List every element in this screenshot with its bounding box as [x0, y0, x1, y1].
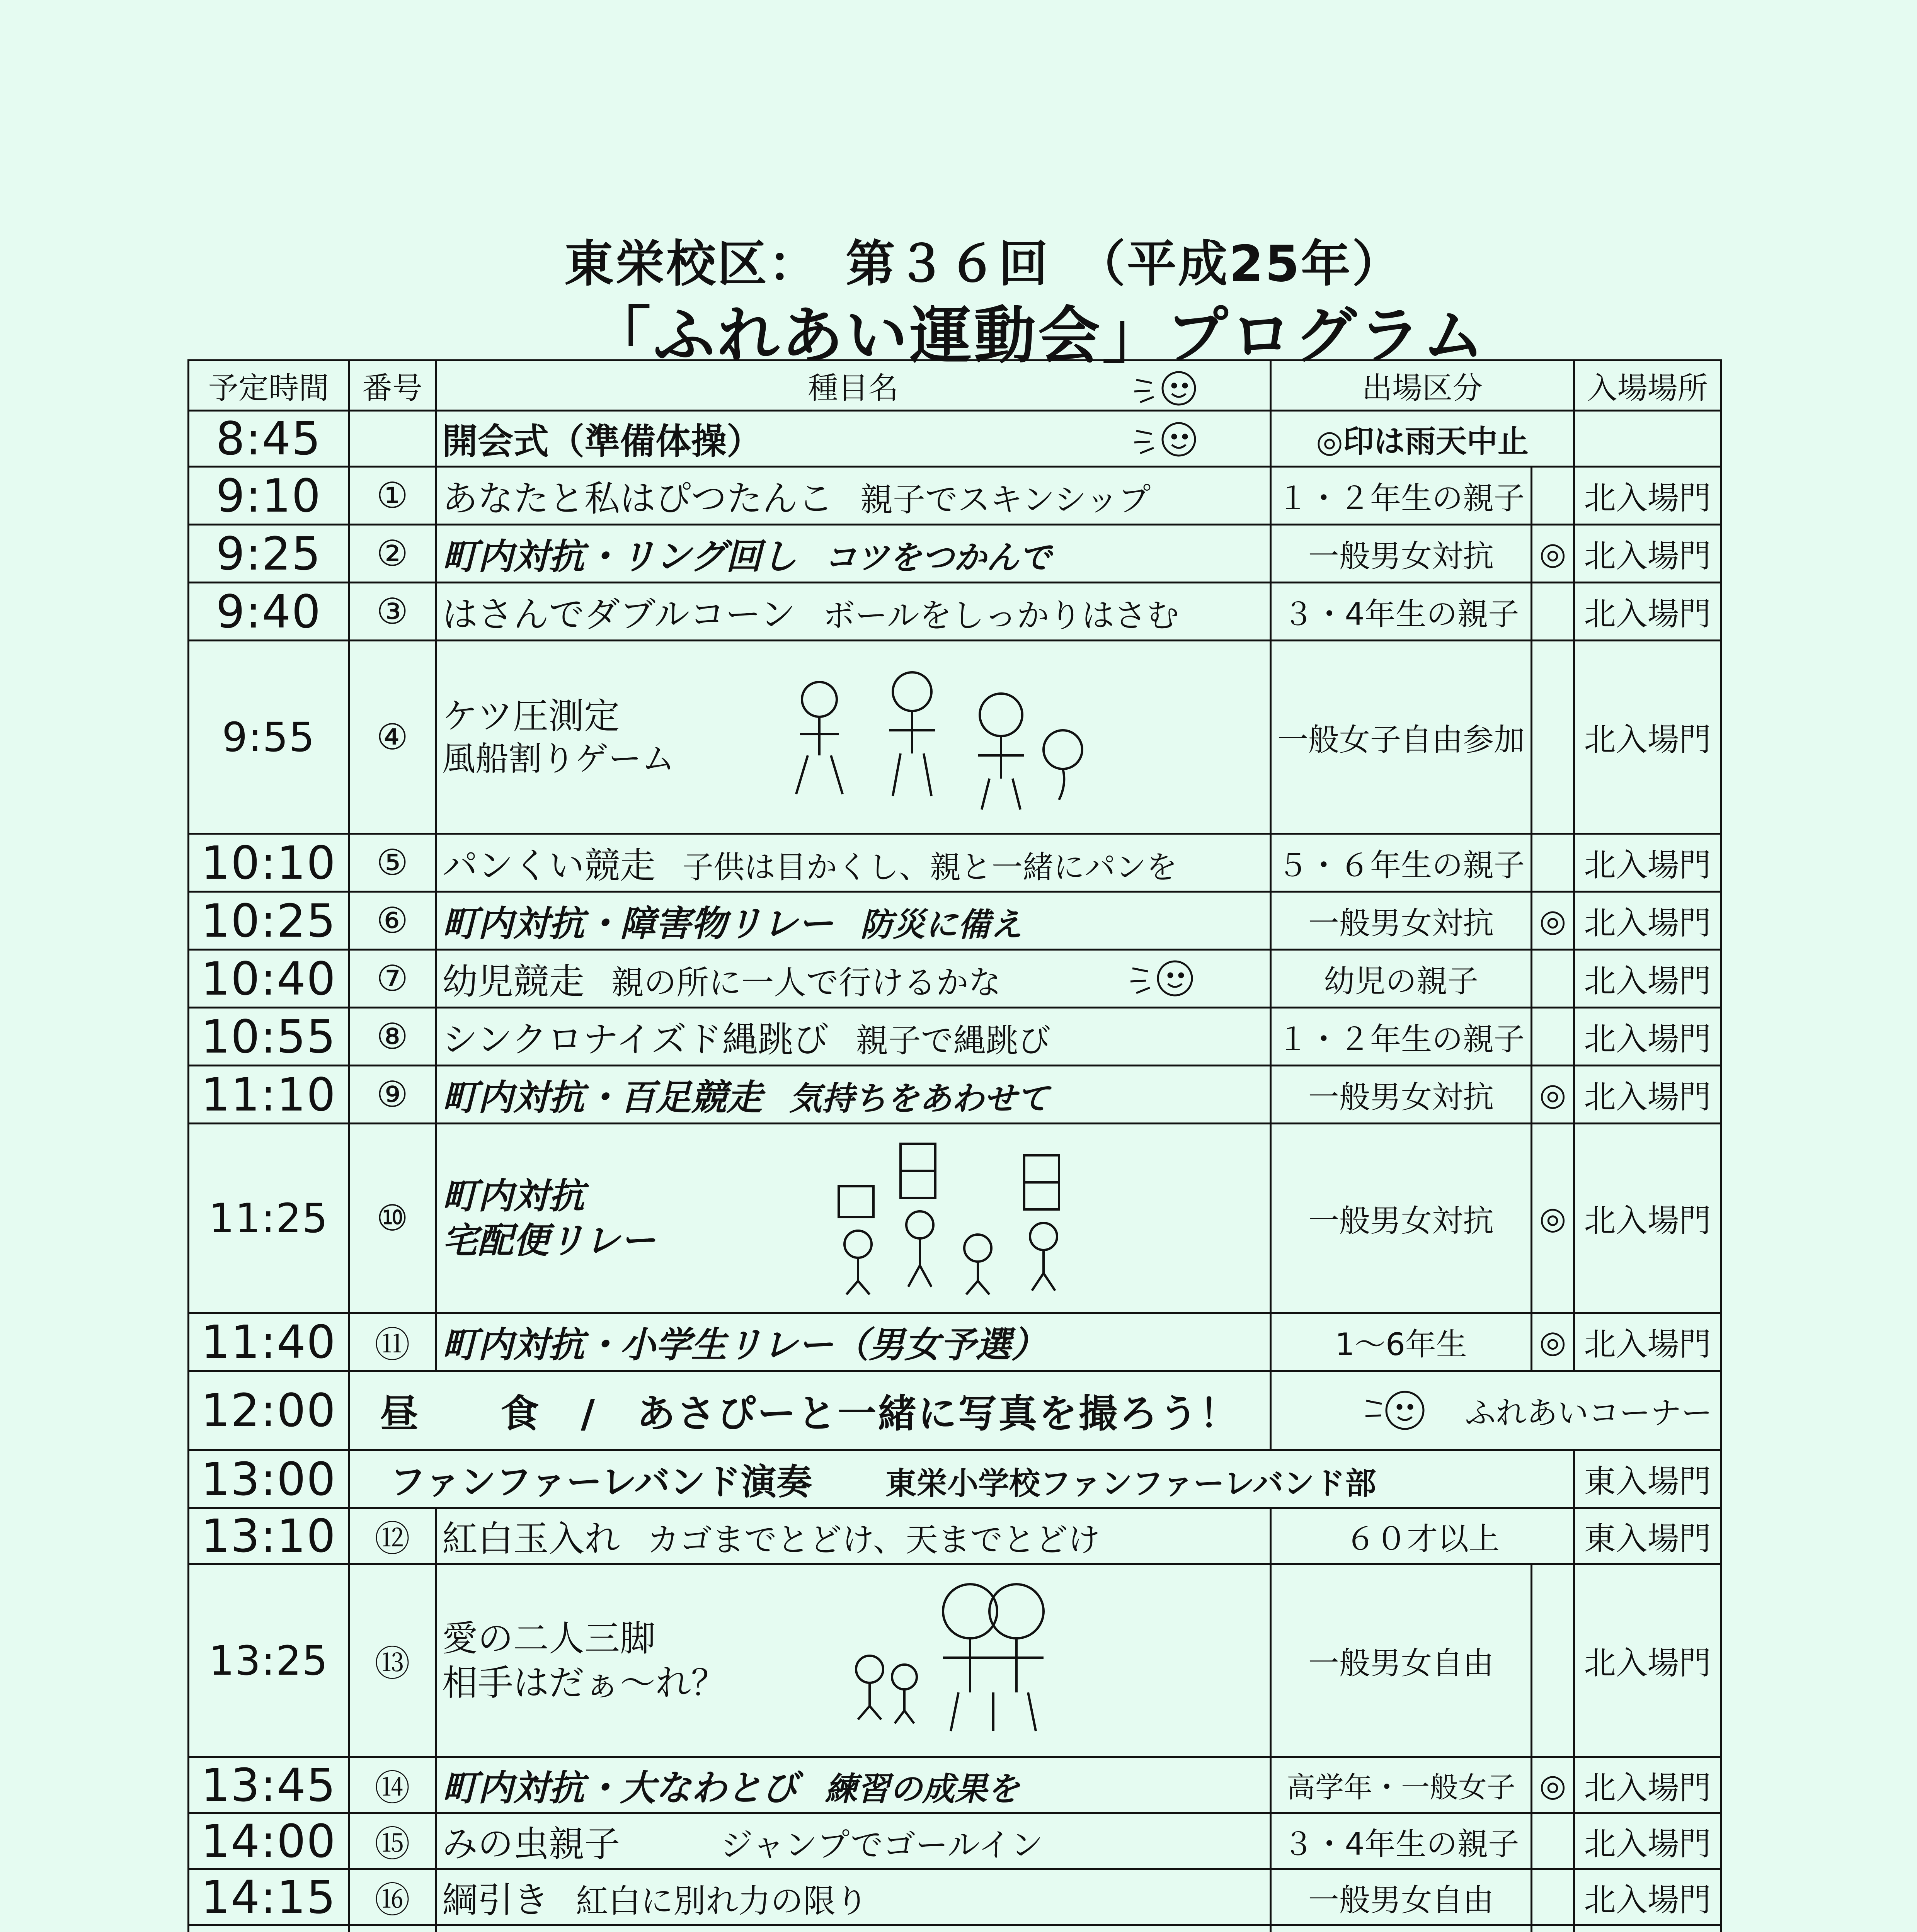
delivery-relay-illustration-icon — [823, 1132, 1102, 1302]
event-cell — [436, 1313, 1271, 1371]
entrance-cell: 北入場門 — [1574, 892, 1721, 950]
number-cell: ② — [349, 525, 436, 583]
rain-cancel-mark: ◎ — [1532, 1124, 1574, 1313]
event-name: 町内対抗・リング回し — [442, 536, 797, 577]
time-cell — [189, 1925, 349, 1932]
event-cell — [436, 950, 1271, 1008]
event-cell — [436, 411, 1271, 467]
entrance-cell: 北入場門 — [1574, 1869, 1721, 1925]
number-cell: ⑤ — [349, 834, 436, 892]
event-cell — [436, 1757, 1271, 1813]
time-cell: 9:25 — [189, 525, 349, 583]
number-cell: ⑯ — [349, 1869, 436, 1925]
number-cell: ⑥ — [349, 892, 436, 950]
event-name: 開会式（準備体操） — [442, 421, 763, 462]
time-cell: 13:10 — [189, 1508, 349, 1564]
entrance-cell: 北入場門 — [1574, 1813, 1721, 1869]
time-cell: 13:00 — [189, 1450, 349, 1508]
header-time: 予定時間 — [189, 361, 349, 411]
event-detail: 子供は目かくし、親と一緒にパンを — [683, 849, 1178, 885]
title-line1: 東栄校区： 第３６回 （平成25年） — [564, 235, 1403, 293]
number-cell: ⑨ — [349, 1066, 436, 1124]
table-row — [189, 467, 1721, 525]
number-cell: ④ — [349, 641, 436, 834]
time-cell: 11:10 — [189, 1066, 349, 1124]
rain-cancel-mark — [1532, 641, 1574, 834]
division-cell: ３・4年生の親子 — [1271, 1813, 1532, 1869]
event-cell — [436, 467, 1271, 525]
event-name: ファンファーレバンド演奏 — [390, 1461, 812, 1503]
event-detail: 東栄小学校ファンファーレバンド部 — [885, 1465, 1376, 1502]
event-cell — [436, 1813, 1271, 1869]
time-cell: 10:55 — [189, 1008, 349, 1066]
time-cell: 10:10 — [189, 834, 349, 892]
event-detail: ボールをしっかりはさむ — [822, 596, 1179, 634]
event-detail: 防災に備え — [860, 905, 1023, 944]
rain-cancel-mark — [1532, 1925, 1574, 1932]
entrance-cell: 北入場門 — [1574, 525, 1721, 583]
header-row — [189, 361, 1721, 411]
table-row — [189, 583, 1721, 641]
table-row — [189, 1925, 1721, 1932]
event-name: シンクロナイズド縄跳び — [442, 1019, 829, 1060]
number-cell — [349, 411, 436, 467]
number-cell: ⑮ — [349, 1813, 436, 1869]
number-cell: ⑫ — [349, 1508, 436, 1564]
table-row — [189, 892, 1721, 950]
event-name: 町内対抗 — [442, 1175, 585, 1217]
number-cell: ⑧ — [349, 1008, 436, 1066]
number-cell: ⑭ — [349, 1757, 436, 1813]
event-cell — [436, 641, 1271, 834]
event-name: はさんでダブルコーン — [442, 594, 796, 635]
entrance-cell: 北入場門 — [1574, 1564, 1721, 1757]
division-cell: ふれあいコーナー — [1271, 1371, 1721, 1450]
event-detail: 相手はだぁ〜れ？ — [442, 1662, 727, 1704]
division-cell: 一般女子自由参加 — [1271, 641, 1532, 834]
sun-mascot-icon — [1362, 1381, 1440, 1439]
event-cell — [436, 1066, 1271, 1124]
event-detail: 風船割りゲーム — [442, 740, 675, 779]
event-detail: 練習の成果を — [825, 1770, 1020, 1808]
rain-cancel-mark: ◎ — [1532, 525, 1574, 583]
entrance-cell: 北入場門 — [1574, 1066, 1721, 1124]
table-row — [189, 834, 1721, 892]
event-name: 町内対抗・障害物リレー — [442, 903, 834, 944]
table-row — [189, 1450, 1721, 1508]
event-detail: 紅白に別れ力の限り — [576, 1882, 868, 1920]
event-cell — [436, 583, 1271, 641]
event-detail: 気持ちをあわせて — [789, 1079, 1049, 1117]
header-division: 出場区分 — [1271, 361, 1574, 411]
event-cell — [436, 1564, 1271, 1757]
event-detail: ジャンプでゴールイン — [720, 1826, 1043, 1864]
event-name: 町内対抗・小学生リレー（男女予選） — [442, 1324, 1047, 1366]
rain-cancel-mark — [1532, 1564, 1574, 1757]
time-cell: 10:25 — [189, 892, 349, 950]
table-row — [189, 1869, 1721, 1925]
event-cell — [436, 525, 1271, 583]
division-cell: 一般男女自由 — [1271, 1564, 1532, 1757]
division-cell: 1〜6年生 — [1271, 1313, 1532, 1371]
rain-cancel-mark — [1532, 950, 1574, 1008]
program-table — [187, 359, 1722, 1932]
table-row — [189, 950, 1721, 1008]
time-cell: 11:40 — [189, 1313, 349, 1371]
entrance-cell: 東入場門 — [1574, 1508, 1721, 1564]
time-cell: 8:45 — [189, 411, 349, 467]
rain-cancel-mark — [1532, 1869, 1574, 1925]
table-row — [189, 1564, 1721, 1757]
balloon-game-illustration-icon — [785, 657, 1094, 819]
number-cell: ⑦ — [349, 950, 436, 1008]
division-cell: 一般男女対抗 — [1271, 892, 1532, 950]
number-cell: ⑩ — [349, 1124, 436, 1313]
division-cell: １・２年生の親子 — [1271, 1008, 1532, 1066]
event-name: 幼児競走 — [442, 961, 585, 1002]
division-cell: 一般男女対抗 — [1271, 1124, 1532, 1313]
table-row — [189, 641, 1721, 834]
event-name: 紅白玉入れ — [442, 1518, 620, 1560]
event-name: パンくい競走 — [442, 845, 656, 886]
table-row — [189, 1066, 1721, 1124]
event-cell — [436, 834, 1271, 892]
entrance-cell: 北入場門 — [1574, 950, 1721, 1008]
entrance-cell: 北入場門 — [1574, 1008, 1721, 1066]
division-cell: 一般男女対抗 — [1271, 525, 1532, 583]
division-cell: １・２年生の親子 — [1271, 467, 1532, 525]
rain-cancel-mark: ◎ — [1532, 892, 1574, 950]
division-cell: 幼児の親子 — [1271, 950, 1532, 1008]
table-row — [189, 1008, 1721, 1066]
division-cell: 一般男女対抗 — [1271, 1066, 1532, 1124]
entrance-cell: 北入場門 — [1574, 467, 1721, 525]
event-detail: コツをつかんで — [824, 538, 1052, 577]
rain-cancel-mark — [1532, 1813, 1574, 1869]
entrance-cell: 北入場門 — [1574, 834, 1721, 892]
event-detail: カゴまでとどけ、天までとどけ — [647, 1521, 1100, 1559]
time-cell: 10:40 — [189, 950, 349, 1008]
division-cell: ６０才以上 — [1271, 1508, 1574, 1564]
number-cell: ⑪ — [349, 1313, 436, 1371]
time-cell: 14:00 — [189, 1813, 349, 1869]
event-cell — [436, 1008, 1271, 1066]
table-row — [189, 525, 1721, 583]
entrance-cell: 北入場門 — [1574, 1124, 1721, 1313]
rain-cancel-mark: ◎ — [1532, 1313, 1574, 1371]
event-cell — [436, 1508, 1271, 1564]
rain-cancel-mark — [1532, 834, 1574, 892]
entrance-cell: 北入場門 — [1574, 1757, 1721, 1813]
time-cell: 12:00 — [189, 1371, 349, 1450]
time-cell: 14:15 — [189, 1869, 349, 1925]
rain-cancel-mark: ◎ — [1532, 1066, 1574, 1124]
table-row — [189, 1371, 1721, 1450]
time-cell: 13:45 — [189, 1757, 349, 1813]
event-name: みの虫親子 — [442, 1823, 620, 1865]
event-cell — [436, 1124, 1271, 1313]
rain-cancel-mark: ◎ — [1532, 1757, 1574, 1813]
event-name: 愛の二人三脚 — [442, 1617, 656, 1659]
three-legged-race-illustration-icon — [843, 1580, 1090, 1743]
event-detail: 親子でスキンシップ — [860, 480, 1151, 519]
division-cell: ◎印は雨天中止 — [1271, 411, 1574, 467]
rain-cancel-mark — [1532, 583, 1574, 641]
division-cell: ３・4年生の親子 — [1271, 583, 1532, 641]
table-row — [189, 1813, 1721, 1869]
number-cell: ③ — [349, 583, 436, 641]
number-cell — [349, 1925, 436, 1932]
entrance-cell: 北入場門 — [1574, 1313, 1721, 1371]
entrance-cell — [1574, 1925, 1721, 1932]
sun-mascot-icon — [1129, 415, 1214, 464]
rain-cancel-mark — [1532, 1008, 1574, 1066]
event-cell — [436, 892, 1271, 950]
time-cell: 9:40 — [189, 583, 349, 641]
division-cell: ５・６年生の親子 — [1271, 834, 1532, 892]
sun-mascot-icon — [1129, 364, 1214, 411]
event-name: ケツ圧測定 — [442, 696, 620, 737]
header-no: 番号 — [349, 361, 436, 411]
entrance-cell — [1574, 411, 1721, 467]
table-row — [189, 1313, 1721, 1371]
event-name: 町内対抗・大なわとび — [442, 1767, 798, 1809]
event-name: 綱引き — [442, 1879, 549, 1921]
time-cell: 9:55 — [189, 641, 349, 834]
time-cell: 11:25 — [189, 1124, 349, 1313]
time-cell: 9:10 — [189, 467, 349, 525]
event-cell — [349, 1450, 1574, 1508]
event-detail: 親の所に一人で行けるかな — [611, 963, 1001, 1002]
title-line2: 「ふれあい運動会」プログラム — [589, 299, 1487, 372]
entrance-cell: 北入場門 — [1574, 641, 1721, 834]
time-cell: 13:25 — [189, 1564, 349, 1757]
event-cell — [436, 1925, 1271, 1932]
table-row — [189, 411, 1721, 467]
division-cell: 一般男女自由 — [1271, 1869, 1532, 1925]
rain-cancel-mark — [1532, 467, 1574, 525]
table-row — [189, 1124, 1721, 1313]
entrance-cell: 東入場門 — [1574, 1450, 1721, 1508]
event-name: 町内対抗・百足競走 — [442, 1077, 763, 1118]
event-detail: 宅配便リレー — [442, 1219, 656, 1261]
event-detail: 親子で縄跳び — [856, 1021, 1051, 1060]
division-cell: 高学年・一般女子 — [1271, 1757, 1532, 1813]
header-event: 種目名 — [436, 361, 1271, 411]
sun-mascot-icon — [1125, 953, 1210, 1005]
division-cell — [1271, 1925, 1532, 1932]
table-row — [189, 1508, 1721, 1564]
event-name: 昼 食 / あさぴーと一緒に写真を撮ろう！ — [349, 1371, 1271, 1450]
number-cell: ⑬ — [349, 1564, 436, 1757]
entrance-cell: 北入場門 — [1574, 583, 1721, 641]
number-cell: ① — [349, 467, 436, 525]
table-row — [189, 1757, 1721, 1813]
header-entrance: 入場場所 — [1574, 361, 1721, 411]
event-name: あなたと私はぴつたんこ — [442, 478, 834, 519]
event-cell — [436, 1869, 1271, 1925]
